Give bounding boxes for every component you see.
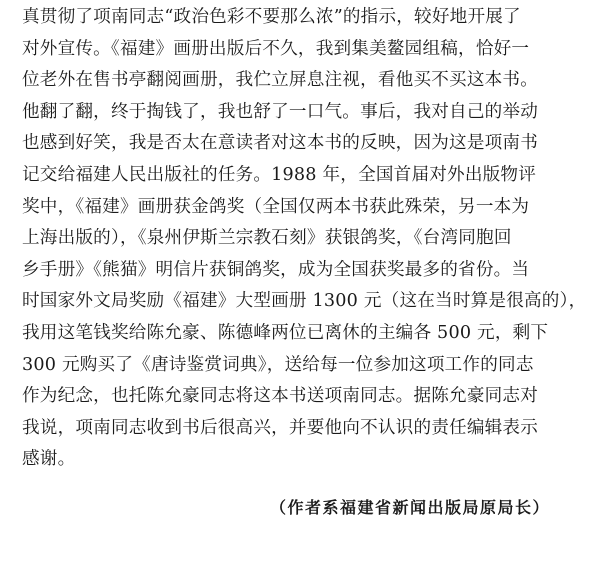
article-line: 感谢。 [22, 449, 76, 470]
article-line: 上海出版的），《泉州伊斯兰宗教石刻》获银鸽奖，《台湾同胞回 [22, 228, 512, 249]
article-line: 作为纪念，也托陈允豪同志将这本书送项南同志。据陈允豪同志对 [22, 386, 539, 407]
article-line: 也感到好笑，我是否太在意读者对这本书的反映，因为这是项南书 [22, 133, 539, 154]
article-line: 我说，项南同志收到书后很高兴，并要他向不认识的责任编辑表示 [22, 417, 539, 438]
article-line: 记交给福建人民出版社的任务。1988 年，全国首届对外出版物评 [22, 164, 537, 185]
article-line: 奖中，《福建》画册获金鸽奖（全国仅两本书获此殊荣，另一本为 [22, 196, 530, 217]
article-line: 对外宣传。《福建》画册出版后不久，我到集美鳌园组稿，恰好一 [22, 38, 530, 59]
article-line: 时国家外文局奖励《福建》大型画册 1300 元（这在当时算是很高的）， [22, 291, 587, 312]
article-line: 他翻了翻，终于掏钱了，我也舒了一口气。事后，我对自己的举动 [22, 101, 539, 122]
article-line: 真贯彻了项南同志“政治色彩不要那么浓”的指示，较好地开展了 [22, 7, 521, 27]
article-body [22, 2, 592, 476]
article-line: 300 元购买了《唐诗鉴赏词典》，送给每一位参加这项工作的同志 [22, 354, 534, 375]
article-line: 我用这笔钱奖给陈允豪、陈德峰两位已离休的主编各 500 元，剩下 [22, 322, 549, 343]
article-line: 乡手册》《熊猫》明信片获铜鸽奖，成为全国获奖最多的省份。当 [22, 259, 530, 280]
article-line: 位老外在售书亭翻阅画册，我伫立屏息注视，看他买不买这本书。 [22, 70, 539, 91]
author-attribution: （作者系福建省新闻出版局原局长） [270, 498, 551, 517]
